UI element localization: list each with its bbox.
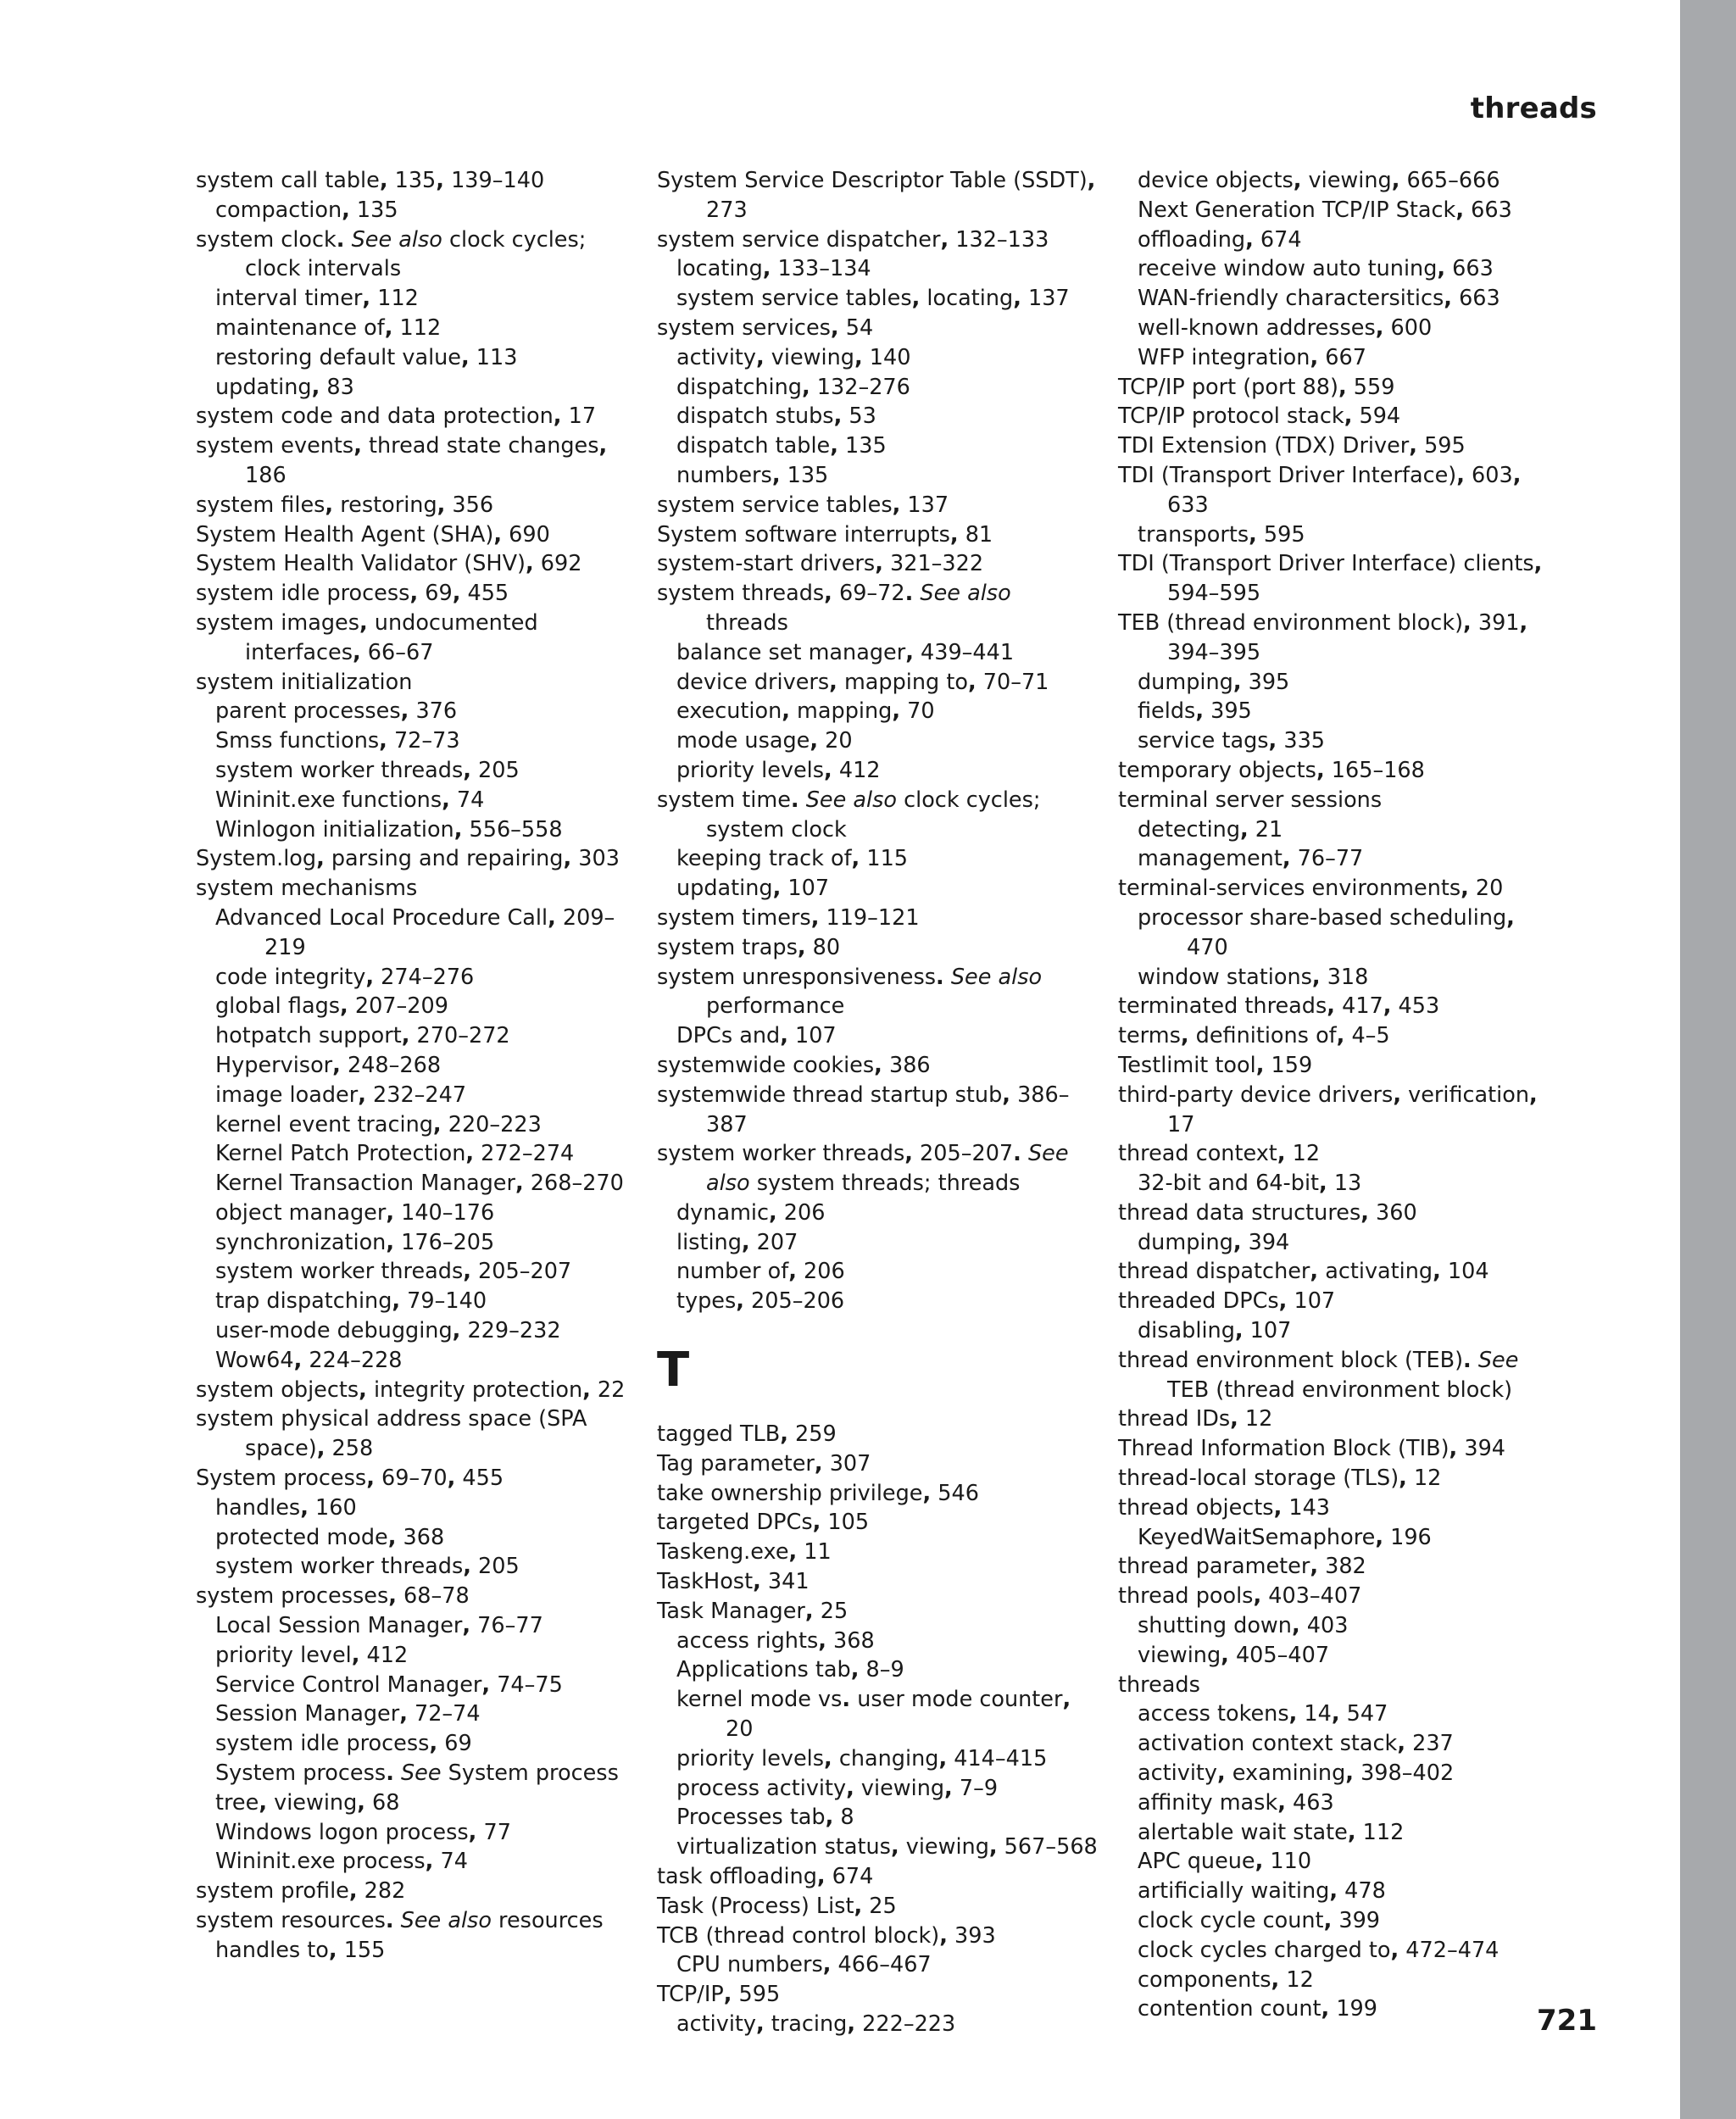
index-subentry: global flags, 207–209 bbox=[215, 993, 448, 1020]
index-subentry: Processes tab, 8 bbox=[676, 1805, 854, 1831]
index-entry: thread data structures, 360 bbox=[1118, 1199, 1417, 1226]
index-entry: Thread Information Block (TIB), 394 bbox=[1118, 1436, 1506, 1462]
index-subentry: mode usage, 20 bbox=[676, 728, 853, 754]
index-entry: thread context, 12 bbox=[1118, 1141, 1321, 1167]
index-entry: third-party device drivers, verification, 17 bbox=[1118, 1082, 1538, 1137]
index-entry: TCP/IP protocol stack, 594 bbox=[1118, 403, 1401, 430]
index-entry: TDI Extension (TDX) Driver, 595 bbox=[1118, 433, 1466, 459]
index-subentry: APC queue, 110 bbox=[1138, 1849, 1312, 1875]
index-entry: targeted DPCs, 105 bbox=[657, 1510, 870, 1536]
index-subentry: access rights, 368 bbox=[676, 1627, 875, 1654]
index-subentry: 32-bit and 64-bit, 13 bbox=[1138, 1171, 1362, 1197]
thumb-index-tab bbox=[1680, 0, 1736, 2119]
index-entry: terminated threads, 417, 453 bbox=[1118, 993, 1440, 1020]
index-entry: terminal-services environments, 20 bbox=[1118, 876, 1504, 902]
index-entry: system service dispatcher, 132–133 bbox=[657, 226, 1049, 253]
index-subentry: Applications tab, 8–9 bbox=[676, 1657, 904, 1683]
index-entry: systemwide thread startup stub, 386–387 bbox=[657, 1082, 1070, 1137]
index-entry: system threads, 69–72. See also threads bbox=[657, 581, 1011, 636]
index-entry: take ownership privilege, 546 bbox=[657, 1480, 979, 1506]
index-subentry: components, 12 bbox=[1138, 1966, 1314, 1993]
index-entry: terms, definitions of, 4–5 bbox=[1118, 1023, 1390, 1049]
index-entry: Tag parameter, 307 bbox=[657, 1450, 871, 1477]
index-subentry: transports, 595 bbox=[1138, 521, 1305, 548]
index-entry: system unresponsiveness. See also performance bbox=[657, 964, 1043, 1020]
index-subentry: window stations, 318 bbox=[1138, 964, 1369, 990]
index-entry: Task Manager, 25 bbox=[657, 1598, 849, 1624]
index-subentry: disabling, 107 bbox=[1138, 1318, 1292, 1344]
index-subentry: access tokens, 14, 547 bbox=[1138, 1701, 1388, 1727]
index-entry: System process, 69–70, 455 bbox=[196, 1466, 504, 1492]
index-subentry: System process. See System process bbox=[215, 1760, 619, 1787]
index-entry: TEB (thread environment block), 391, 394–395 bbox=[1118, 609, 1528, 665]
index-subentry: system worker threads, 205 bbox=[215, 1554, 520, 1580]
index-subentry: handles, 160 bbox=[215, 1494, 357, 1521]
index-entry: thread environment block (TEB). See TEB (thread environment block) bbox=[1118, 1347, 1519, 1403]
index-entry: threads bbox=[1118, 1671, 1200, 1698]
index-subentry: number of, 206 bbox=[676, 1259, 845, 1285]
index-subentry: Session Manager, 72–74 bbox=[215, 1701, 481, 1727]
index-subentry: interval timer, 112 bbox=[215, 286, 419, 312]
index-subentry: artificially waiting, 478 bbox=[1138, 1878, 1386, 1905]
index-entry: system resources. See also resources bbox=[196, 1908, 604, 1934]
index-subentry: restoring default value, 113 bbox=[215, 344, 518, 370]
index-subentry: fields, 395 bbox=[1138, 698, 1252, 725]
index-entry: system services, 54 bbox=[657, 314, 874, 341]
index-entry: threaded DPCs, 107 bbox=[1118, 1288, 1336, 1315]
index-subentry: dumping, 394 bbox=[1138, 1229, 1290, 1255]
index-entry: TCP/IP, 595 bbox=[657, 1982, 781, 2008]
index-entry: system call table, 135, 139–140 bbox=[196, 168, 545, 193]
index-subentry: dynamic, 206 bbox=[676, 1199, 826, 1226]
index-subentry: priority levels, 412 bbox=[676, 757, 881, 783]
index-entry: tagged TLB, 259 bbox=[657, 1421, 837, 1448]
index-subentry: parent processes, 376 bbox=[215, 698, 458, 725]
index-subentry: dispatch table, 135 bbox=[676, 433, 887, 459]
index-entry: system mechanisms bbox=[196, 876, 418, 902]
index-subentry: dumping, 395 bbox=[1138, 669, 1290, 695]
index-subentry: system worker threads, 205–207 bbox=[215, 1259, 572, 1285]
index-subentry: updating, 107 bbox=[676, 876, 830, 902]
index-subentry: Winlogon initialization, 556–558 bbox=[215, 816, 563, 843]
index-entry: system profile, 282 bbox=[196, 1878, 406, 1905]
index-column-1 bbox=[196, 166, 637, 1966]
index-subentry: clock cycles charged to, 472–474 bbox=[1138, 1937, 1500, 1963]
index-entry: system clock. See also clock cycles; clock intervals bbox=[196, 226, 587, 282]
index-subentry: dispatching, 132–276 bbox=[676, 374, 910, 400]
index-subentry: well-known addresses, 600 bbox=[1138, 314, 1433, 341]
index-subentry: code integrity, 274–276 bbox=[215, 964, 475, 990]
index-subentry: balance set manager, 439–441 bbox=[676, 639, 1015, 665]
running-head: threads bbox=[1470, 92, 1597, 125]
index-subentry: process activity, viewing, 7–9 bbox=[676, 1775, 999, 1801]
index-subentry: types, 205–206 bbox=[676, 1288, 845, 1315]
index-subentry: service tags, 335 bbox=[1138, 728, 1326, 754]
index-subentry: priority levels, changing, 414–415 bbox=[676, 1745, 1048, 1771]
index-entry: system traps, 80 bbox=[657, 934, 841, 960]
index-subentry: DPCs and, 107 bbox=[676, 1023, 837, 1049]
index-entry: Testlimit tool, 159 bbox=[1118, 1052, 1313, 1078]
index-subentry: updating, 83 bbox=[215, 374, 354, 400]
index-subentry: hotpatch support, 270–272 bbox=[215, 1023, 510, 1049]
index-subentry: device objects, viewing, 665–666 bbox=[1138, 168, 1500, 193]
index-subentry: system idle process, 69 bbox=[215, 1731, 472, 1757]
index-subentry: keeping track of, 115 bbox=[676, 846, 909, 872]
index-entry: system processes, 68–78 bbox=[196, 1583, 470, 1610]
index-entry: system worker threads, 205–207. See also system threads; threads bbox=[657, 1141, 1069, 1197]
index-entry: system time. See also clock cycles; system clock bbox=[657, 787, 1041, 843]
index-subentry: Wininit.exe functions, 74 bbox=[215, 787, 485, 813]
index-subentry: Hypervisor, 248–268 bbox=[215, 1052, 442, 1078]
index-entry: thread pools, 403–407 bbox=[1118, 1583, 1362, 1610]
index-subentry: Kernel Patch Protection, 272–274 bbox=[215, 1141, 575, 1167]
index-entry: TCB (thread control block), 393 bbox=[657, 1922, 996, 1949]
index-entry: thread-local storage (TLS), 12 bbox=[1118, 1466, 1442, 1492]
index-subentry: Service Control Manager, 74–75 bbox=[215, 1671, 563, 1698]
index-entry: task offloading, 674 bbox=[657, 1864, 874, 1890]
index-subentry: user-mode debugging, 229–232 bbox=[215, 1318, 561, 1344]
index-subentry: offloading, 674 bbox=[1138, 226, 1302, 253]
index-subentry: activity, tracing, 222–223 bbox=[676, 2011, 956, 2038]
index-subentry: numbers, 135 bbox=[676, 462, 829, 488]
index-entry: TaskHost, 341 bbox=[657, 1569, 810, 1595]
index-subentry: activity, examining, 398–402 bbox=[1138, 1760, 1455, 1787]
index-entry: thread IDs, 12 bbox=[1118, 1406, 1273, 1432]
index-subentry: WFP integration, 667 bbox=[1138, 344, 1366, 370]
index-subentry: WAN-friendly charactersitics, 663 bbox=[1138, 286, 1500, 312]
index-subentry: handles to, 155 bbox=[215, 1937, 386, 1963]
index-subentry: management, 76–77 bbox=[1138, 846, 1364, 872]
index-subentry: Wininit.exe process, 74 bbox=[215, 1849, 468, 1875]
index-entry: thread dispatcher, activating, 104 bbox=[1118, 1259, 1489, 1285]
index-subentry: CPU numbers, 466–467 bbox=[676, 1952, 932, 1978]
index-entry: system timers, 119–121 bbox=[657, 904, 920, 931]
index-subentry: image loader, 232–247 bbox=[215, 1082, 467, 1108]
index-entry: systemwide cookies, 386 bbox=[657, 1052, 931, 1078]
index-subentry: system worker threads, 205 bbox=[215, 757, 520, 783]
index-subentry: receive window auto tuning, 663 bbox=[1138, 256, 1494, 282]
index-subentry: Wow64, 224–228 bbox=[215, 1347, 403, 1373]
index-subentry: virtualization status, viewing, 567–568 bbox=[676, 1834, 1098, 1860]
index-subentry: object manager, 140–176 bbox=[215, 1199, 495, 1226]
index-column-3 bbox=[1118, 166, 1559, 2024]
index-subentry: kernel mode vs. user mode counter, 20 bbox=[676, 1687, 1071, 1743]
index-subentry: contention count, 199 bbox=[1138, 1996, 1377, 2022]
index-entry: TDI (Transport Driver Interface) clients, 594–595 bbox=[1118, 551, 1543, 607]
index-subentry: system service tables, locating, 137 bbox=[676, 286, 1070, 312]
index-entry: TDI (Transport Driver Interface), 603, 633 bbox=[1118, 462, 1522, 518]
index-entry: thread objects, 143 bbox=[1118, 1494, 1331, 1521]
index-entry: System Health Agent (SHA), 690 bbox=[196, 521, 550, 548]
index-column-2 bbox=[657, 166, 1098, 2039]
index-subentry: Smss functions, 72–73 bbox=[215, 728, 460, 754]
index-subentry: processor share-based scheduling, 470 bbox=[1138, 904, 1515, 960]
index-subentry: kernel event tracing, 220–223 bbox=[215, 1111, 542, 1137]
index-subentry: Advanced Local Procedure Call, 209–219 bbox=[215, 904, 615, 960]
index-entry: system files, restoring, 356 bbox=[196, 492, 494, 518]
index-subentry: affinity mask, 463 bbox=[1138, 1789, 1334, 1816]
index-subentry: detecting, 21 bbox=[1138, 816, 1283, 843]
index-subentry: alertable wait state, 112 bbox=[1138, 1819, 1405, 1845]
index-subentry: trap dispatching, 79–140 bbox=[215, 1288, 487, 1315]
index-subentry: compaction, 135 bbox=[215, 197, 398, 223]
page-number: 721 bbox=[1537, 2004, 1597, 2038]
index-subentry: tree, viewing, 68 bbox=[215, 1789, 400, 1816]
index-subentry: activity, viewing, 140 bbox=[676, 344, 911, 370]
index-entry: system images, undocumented interfaces, 66–67 bbox=[196, 609, 538, 665]
index-subentry: dispatch stubs, 53 bbox=[676, 403, 876, 430]
index-subentry: KeyedWaitSemaphore, 196 bbox=[1138, 1524, 1432, 1550]
index-subentry: Next Generation TCP/IP Stack, 663 bbox=[1138, 197, 1512, 223]
index-subentry: Windows logon process, 77 bbox=[215, 1819, 511, 1845]
index-subentry: synchronization, 176–205 bbox=[215, 1229, 495, 1255]
index-entry: System Health Validator (SHV), 692 bbox=[196, 551, 582, 577]
index-entry: System Service Descriptor Table (SSDT), 273 bbox=[657, 168, 1096, 223]
index-entry: system objects, integrity protection, 22 bbox=[196, 1377, 626, 1403]
index-subentry: locating, 133–134 bbox=[676, 256, 871, 282]
index-subentry: Kernel Transaction Manager, 268–270 bbox=[215, 1171, 624, 1197]
index-subentry: execution, mapping, 70 bbox=[676, 698, 935, 725]
index-subentry: clock cycle count, 399 bbox=[1138, 1908, 1381, 1934]
index-entry: system physical address space (SPA space), 258 bbox=[196, 1406, 587, 1462]
index-subentry: listing, 207 bbox=[676, 1229, 798, 1255]
index-subentry: maintenance of, 112 bbox=[215, 314, 442, 341]
index-entry: system-start drivers, 321–322 bbox=[657, 551, 984, 577]
index-entry: System software interrupts, 81 bbox=[657, 521, 993, 548]
index-entry: terminal server sessions bbox=[1118, 787, 1383, 813]
index-entry: Taskeng.exe, 11 bbox=[657, 1539, 832, 1566]
index-entry: system idle process, 69, 455 bbox=[196, 581, 509, 607]
index-subentry: device drivers, mapping to, 70–71 bbox=[676, 669, 1049, 695]
index-subentry: Local Session Manager, 76–77 bbox=[215, 1613, 543, 1639]
index-entry: system service tables, 137 bbox=[657, 492, 949, 518]
index-subentry: protected mode, 368 bbox=[215, 1524, 445, 1550]
index-entry: system events, thread state changes, 186 bbox=[196, 433, 608, 488]
index-entry: system initialization bbox=[196, 669, 413, 695]
index-entry: system code and data protection, 17 bbox=[196, 403, 597, 430]
index-entry: TCP/IP port (port 88), 559 bbox=[1118, 374, 1395, 400]
index-subentry: shutting down, 403 bbox=[1138, 1613, 1349, 1639]
index-subentry: viewing, 405–407 bbox=[1138, 1642, 1330, 1668]
index-entry: temporary objects, 165–168 bbox=[1118, 757, 1425, 783]
section-letter: T bbox=[657, 1343, 690, 1399]
index-entry: thread parameter, 382 bbox=[1118, 1554, 1366, 1580]
index-entry: System.log, parsing and repairing, 303 bbox=[196, 846, 620, 872]
index-entry: Task (Process) List, 25 bbox=[657, 1893, 897, 1919]
index-subentry: priority level, 412 bbox=[215, 1642, 409, 1668]
index-subentry: activation context stack, 237 bbox=[1138, 1731, 1454, 1757]
